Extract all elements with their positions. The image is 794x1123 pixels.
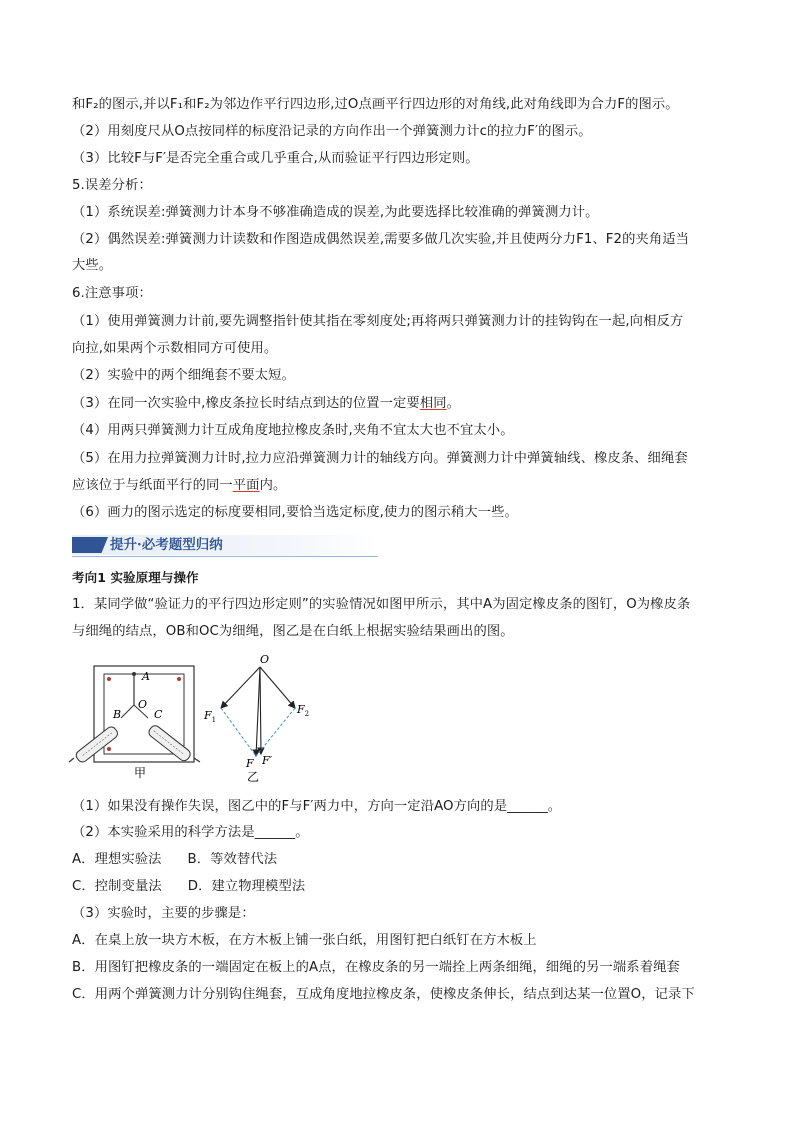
heading-notes: 6.注意事项： <box>72 286 152 301</box>
force-f-arrow <box>256 667 260 756</box>
parallelogram-edge <box>221 708 256 756</box>
heading-error-analysis: 5.误差分析： <box>72 178 152 193</box>
options-ab: A．理想实验法 B．等效替代法 <box>72 852 278 867</box>
force-f1-arrow <box>221 667 260 708</box>
text-line: （2）偶然误差:弹簧测力计读数和作图造成偶然误差,需要多做几次实验,并且使两分力F1、F2的夹角适当 <box>72 232 690 247</box>
figure-yi-force-diagram <box>202 650 322 785</box>
marked-word: 相同 <box>419 396 447 411</box>
pin-a <box>132 672 136 676</box>
label-b: B <box>113 708 122 721</box>
banner-accent-bar <box>72 537 108 553</box>
text-span: （3）在同一次实验中,橡皮条拉长时结点到达的位置一定要 <box>72 396 420 411</box>
label-c: C <box>154 708 163 721</box>
text-line: 和F₂的图示,并以F₁和F₂为邻边作平行四边形,过O点画平行四边形的对角线,此对角线即为合力F的图示。 <box>72 97 679 112</box>
figure-jia-apparatus <box>66 650 216 780</box>
text-line: （3）比较F与F′是否完全重合或几乎重合,从而验证平行四边形定则。 <box>72 151 479 166</box>
figure-label-yi: 乙 <box>247 770 260 784</box>
question-part-3: （3）实验时，主要的步骤是： <box>72 906 255 921</box>
text-line <box>72 394 460 414</box>
question-part-1: （1）如果没有操作失误，图乙中的F与F′两力中，方向一定沿AO方向的是______。 <box>72 799 562 814</box>
text-span: 。 <box>446 396 461 411</box>
text-line: 向拉,如果两个示数相同方可使用。 <box>72 341 278 356</box>
text-line: （2）实验中的两个细绳套不要太短。 <box>72 368 295 383</box>
step-c: C．用两个弹簧测力计分别钩住绳套，互成角度地拉橡皮条，使橡皮条伸长，结点到达某一位置O，记录下 <box>72 987 695 1002</box>
text-line: （4）用两只弹簧测力计互成角度地拉橡皮条时,夹角不宜太大也不宜太小。 <box>72 423 514 438</box>
text-line: （1）系统误差:弹簧测力计本身不够准确造成的误差,为此要选择比较准确的弹簧测力计。 <box>72 205 599 220</box>
force-f-prime-arrow <box>260 667 261 754</box>
step-b: B．用图钉把橡皮条的一端固定在板上的A点，在橡皮条的另一端拴上两条细绳，细绳的另一端系着绳套 <box>72 960 680 975</box>
section-title: 考向1 实验原理与操作 <box>72 570 199 585</box>
banner-title: 提升·必考题型归纳 <box>110 537 223 553</box>
label-a: A <box>142 670 150 683</box>
section-banner <box>72 535 378 555</box>
text-line: （2）用刻度尺从O点按同样的标度沿记录的方向作出一个弹簧测力计c的拉力F′的图示。 <box>72 124 592 139</box>
text-line: 大些。 <box>72 258 113 273</box>
pin-dot <box>107 747 111 751</box>
label-f2: $F_2$ <box>297 703 310 718</box>
pin-dot <box>177 677 181 681</box>
question-stem: 1．某同学做“验证力的平行四边形定则”的实验情况如图甲所示，其中A为固定橡皮条的图钉，O为橡皮条 <box>72 597 691 612</box>
parallelogram-edge <box>256 708 295 756</box>
figure-label-jia: 甲 <box>134 766 147 780</box>
text-span: 内。 <box>259 478 287 493</box>
text-line: （1）使用弹簧测力计前,要先调整指针使其指在零刻度处;再将两只弹簧测力计的挂钩钩在一起,向相反方 <box>72 314 684 329</box>
label-f1: $F_1$ <box>204 709 217 724</box>
label-f-prime: F′ <box>262 754 273 767</box>
marked-word: 平面 <box>232 478 260 493</box>
text-line <box>72 476 286 496</box>
label-f: F <box>246 757 254 770</box>
step-a: A．在桌上放一块方木板，在方木板上铺一张白纸，用图钉把白纸钉在方木板上 <box>72 933 537 948</box>
force-f2-arrow <box>260 667 295 708</box>
text-span: 应该位于与纸面平行的同一 <box>72 478 233 493</box>
options-cd: C．控制变量法 D．建立物理模型法 <box>72 879 306 894</box>
question-part-2: （2）本实验采用的科学方法是______。 <box>72 825 309 840</box>
text-line: （5）在用力拉弹簧测力计时,拉力应沿弹簧测力计的轴线方向。弹簧测力计中弹簧轴线、橡皮条、细绳套 <box>72 451 688 466</box>
label-o: O <box>260 653 270 666</box>
text-line: （6）画力的图示选定的标度要相同,要恰当选定标度,使力的图示稍大一些。 <box>72 505 518 520</box>
question-stem: 与细绳的结点，OB和OC为细绳，图乙是在白纸上根据实验结果画出的图。 <box>72 624 514 639</box>
banner-underline <box>72 556 378 557</box>
label-o: O <box>138 698 148 711</box>
pin-dot <box>107 677 111 681</box>
